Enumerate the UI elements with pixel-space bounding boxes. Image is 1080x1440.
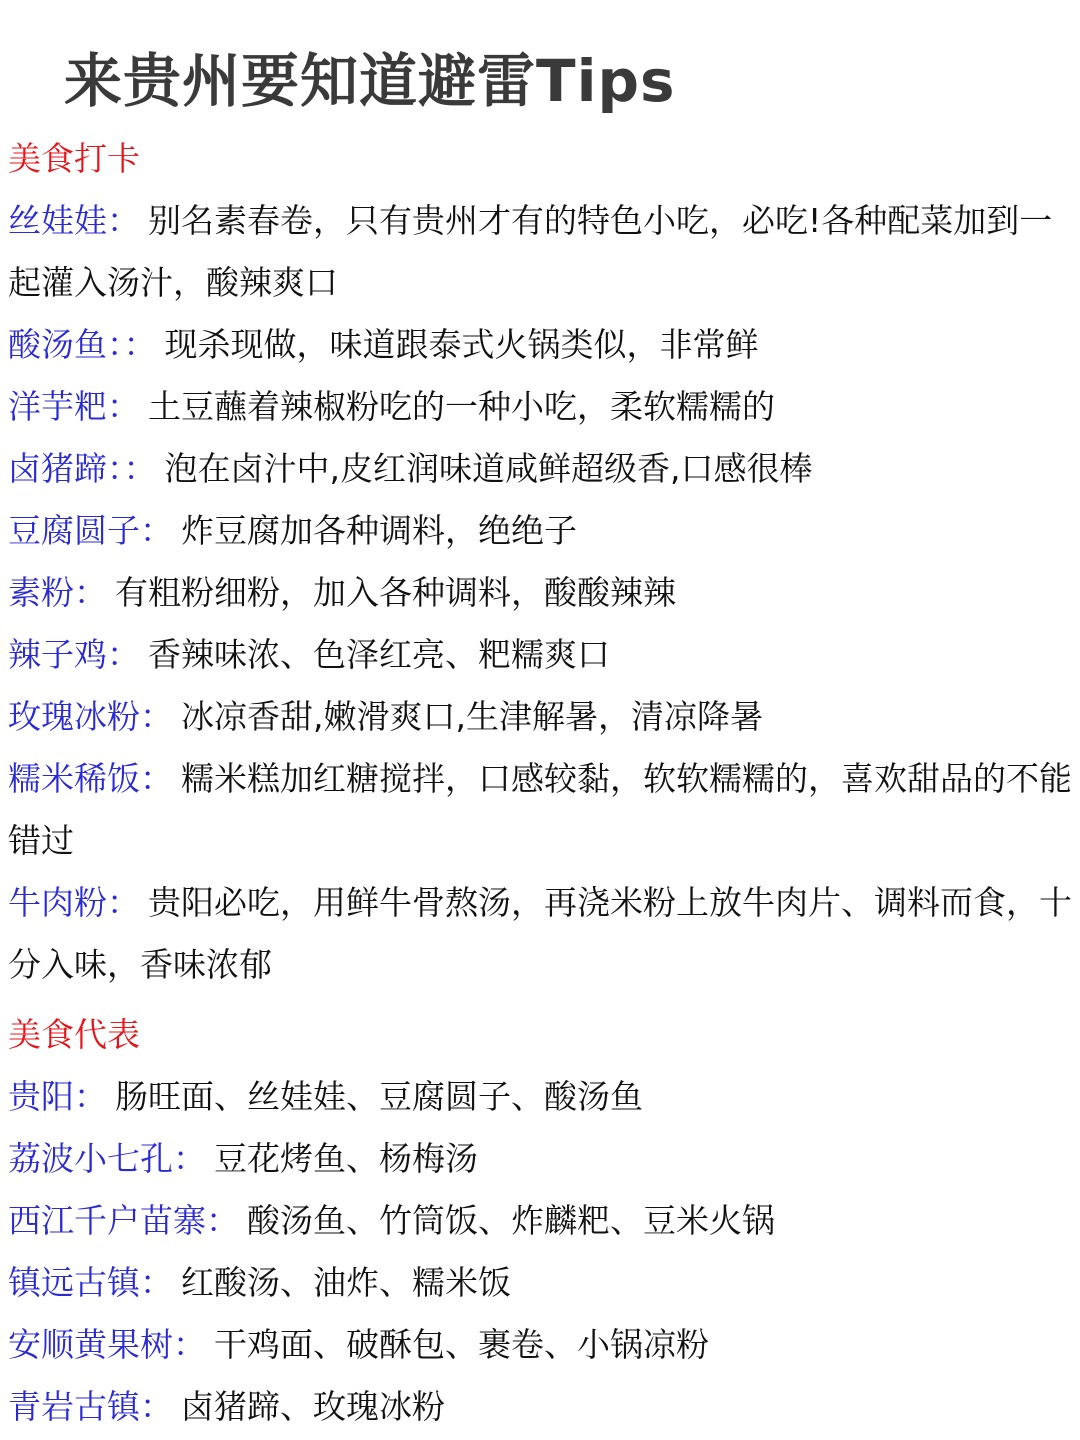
item-description: 酸汤鱼、竹筒饭、炸麟粑、豆米火锅 <box>247 1201 775 1240</box>
section-food-representatives <box>8 1004 1072 1438</box>
list-item <box>8 686 1072 748</box>
item-separator: ： <box>74 573 107 612</box>
item-separator: ： <box>173 1139 206 1178</box>
list-item <box>8 748 1072 872</box>
page-title: 来贵州要知道避雷Tips <box>64 47 676 115</box>
item-separator: ： <box>206 1201 239 1240</box>
item-name: 安顺黄果树 <box>8 1325 173 1364</box>
content <box>8 128 1072 1438</box>
section-spacer <box>8 996 1072 1004</box>
item-name: 素粉 <box>8 573 74 612</box>
item-name: 玫瑰冰粉 <box>8 697 140 736</box>
item-description: 干鸡面、破酥包、裹卷、小锅凉粉 <box>214 1325 709 1364</box>
list-item <box>8 1252 1072 1314</box>
item-separator: ：： <box>107 325 157 364</box>
item-separator: ： <box>173 1325 206 1364</box>
item-description: 红酸汤、油炸、糯米饭 <box>181 1263 511 1302</box>
item-name: 牛肉粉 <box>8 883 107 922</box>
item-separator: ： <box>74 1077 107 1116</box>
item-separator: ： <box>107 201 140 240</box>
item-description: 肠旺面、丝娃娃、豆腐圆子、酸汤鱼 <box>115 1077 643 1116</box>
list-item <box>8 500 1072 562</box>
list-item <box>8 1128 1072 1190</box>
item-description: 有粗粉细粉，加入各种调料，酸酸辣辣 <box>115 573 676 612</box>
item-separator: ： <box>140 1263 173 1302</box>
item-description: 泡在卤汁中,皮红润味道咸鲜超级香,口感很棒 <box>164 449 813 488</box>
item-separator: ： <box>107 635 140 674</box>
list-item <box>8 872 1072 996</box>
item-name: 荔波小七孔 <box>8 1139 173 1178</box>
item-name: 糯米稀饭 <box>8 759 140 798</box>
item-description: 冰凉香甜,嫩滑爽口,生津解暑，清凉降暑 <box>181 697 763 736</box>
item-name: 卤猪蹄 <box>8 449 107 488</box>
item-description: 土豆蘸着辣椒粉吃的一种小吃，柔软糯糯的 <box>148 387 775 426</box>
list-item <box>8 1190 1072 1252</box>
list-item <box>8 376 1072 438</box>
list-item <box>8 624 1072 686</box>
item-description: 香辣味浓、色泽红亮、粑糯爽口 <box>148 635 610 674</box>
item-separator: ： <box>140 1387 173 1426</box>
item-description: 糯米糕加红糖搅拌，口感较黏，软软糯糯的，喜欢甜品的不能错过 <box>8 759 1072 860</box>
list-item <box>8 190 1072 314</box>
list-item <box>8 562 1072 624</box>
list-item <box>8 1066 1072 1128</box>
list-item <box>8 438 1072 500</box>
list-item <box>8 1376 1072 1438</box>
item-name: 贵阳 <box>8 1077 74 1116</box>
item-name: 西江千户苗寨 <box>8 1201 206 1240</box>
item-description: 现杀现做，味道跟泰式火锅类似，非常鲜 <box>164 325 759 364</box>
item-separator: ： <box>140 697 173 736</box>
item-description: 豆花烤鱼、杨梅汤 <box>214 1139 478 1178</box>
item-name: 酸汤鱼 <box>8 325 107 364</box>
item-separator: ： <box>140 511 173 550</box>
item-separator: ： <box>107 387 140 426</box>
item-separator: ： <box>140 759 173 798</box>
list-item <box>8 314 1072 376</box>
item-name: 洋芋粑 <box>8 387 107 426</box>
item-name: 丝娃娃 <box>8 201 107 240</box>
item-separator: ：： <box>107 449 157 488</box>
item-name: 豆腐圆子 <box>8 511 140 550</box>
item-name: 镇远古镇 <box>8 1263 140 1302</box>
list-item <box>8 1314 1072 1376</box>
section-food-checkin <box>8 128 1072 996</box>
item-description: 卤猪蹄、玫瑰冰粉 <box>181 1387 445 1426</box>
item-description: 炸豆腐加各种调料，绝绝子 <box>181 511 577 550</box>
item-name: 青岩古镇 <box>8 1387 140 1426</box>
item-name: 辣子鸡 <box>8 635 107 674</box>
section-heading: 美食打卡 <box>8 139 140 178</box>
item-separator: ： <box>107 883 140 922</box>
item-description: 别名素春卷，只有贵州才有的特色小吃，必吃!各种配菜加到一起灌入汤汁，酸辣爽口 <box>8 201 1053 302</box>
item-description: 贵阳必吃，用鲜牛骨熬汤，再浇米粉上放牛肉片、调料而食，十分入味，香味浓郁 <box>8 883 1072 984</box>
section-heading: 美食代表 <box>8 1015 140 1054</box>
